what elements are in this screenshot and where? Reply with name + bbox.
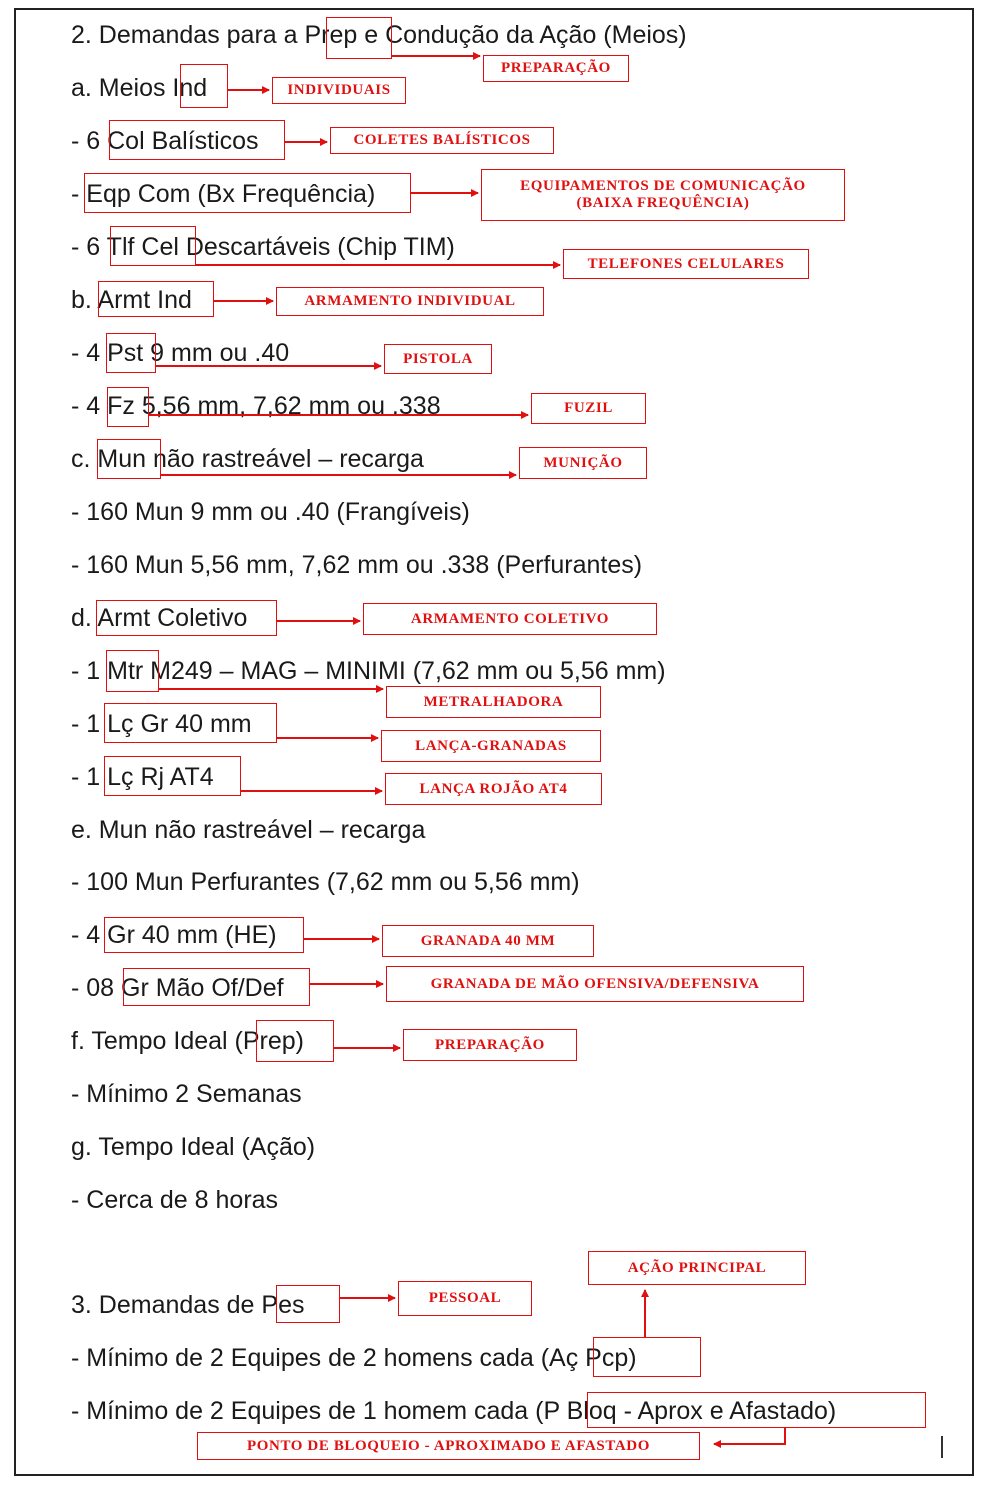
label-lanca-granadas: LANÇA-GRANADAS (381, 730, 601, 762)
text-line: c. Mun não rastreável – recarga (71, 445, 424, 473)
text-line: - 4 Gr 40 mm (HE) (71, 921, 277, 949)
text-line: - 6 Tlf Cel Descartáveis (Chip TIM) (71, 233, 455, 261)
label-lanca-rojao: LANÇA ROJÃO AT4 (385, 773, 602, 805)
highlight-ind (180, 64, 228, 108)
text-line: - 4 Pst 9 mm ou .40 (71, 339, 290, 367)
highlight-ac-pcp (593, 1337, 701, 1377)
highlight-armt-ind (98, 281, 214, 317)
text-line: - 100 Mun Perfurantes (7,62 mm ou 5,56 mm) (71, 868, 580, 896)
text-line: - Mínimo de 2 Equipes de 2 homens cada (Aç Pcp) (71, 1344, 637, 1372)
label-armamento-coletivo: ARMAMENTO COLETIVO (363, 603, 657, 635)
label-armamento-individual: ARMAMENTO INDIVIDUAL (276, 287, 544, 316)
highlight-p-bloq (587, 1392, 926, 1428)
label-preparacao: PREPARAÇÃO (483, 55, 629, 82)
label-telefones: TELEFONES CELULARES (563, 249, 809, 279)
highlight-gr-40 (104, 917, 304, 953)
text-line: - Cerca de 8 horas (71, 1186, 279, 1214)
text-line: - Mínimo 2 Semanas (71, 1080, 302, 1108)
label-municao: MUNIÇÃO (519, 447, 647, 479)
text-line: - Eqp Com (Bx Frequência) (71, 180, 376, 208)
label-granada-mao: GRANADA DE MÃO OFENSIVA/DEFENSIVA (386, 966, 804, 1002)
text-line: a. Meios Ind (71, 74, 208, 102)
highlight-gr-mao (123, 968, 310, 1006)
text-line: 2. Demandas para a Prep e Condução da Ação (Meios) (71, 21, 687, 49)
text-line: - 160 Mun 9 mm ou .40 (Frangíveis) (71, 498, 470, 526)
label-pessoal: PESSOAL (398, 1281, 532, 1316)
highlight-fz (107, 387, 149, 427)
highlight-prep-2 (256, 1020, 334, 1062)
highlight-tlf (110, 226, 196, 266)
label-equipamentos-line1: EQUIPAMENTOS DE COMUNICAÇÃO (520, 178, 806, 194)
label-ponto-bloqueio: PONTO DE BLOQUEIO - APROXIMADO E AFASTADO (197, 1432, 700, 1460)
label-fuzil: FUZIL (531, 393, 646, 424)
text-line: - 08 Gr Mão Of/Def (71, 974, 284, 1002)
text-line: - 1 Lç Rj AT4 (71, 763, 214, 791)
text-line: - 1 Mtr M249 – MAG – MINIMI (7,62 mm ou 5,56 mm) (71, 657, 666, 685)
text-line: g. Tempo Ideal (Ação) (71, 1133, 316, 1161)
label-equipamentos-line2: (BAIXA FREQUÊNCIA) (576, 195, 750, 211)
highlight-armt-col (96, 600, 277, 636)
text-line: - 1 Lç Gr 40 mm (71, 710, 252, 738)
text-line: - Mínimo de 2 Equipes de 1 homem cada (P Bloq - Aprox e Afastado) (71, 1397, 837, 1425)
label-preparacao-2: PREPARAÇÃO (403, 1029, 577, 1061)
text-line: b. Armt Ind (71, 286, 192, 314)
highlight-pes (276, 1285, 340, 1323)
text-line: 3. Demandas de Pes (71, 1291, 305, 1319)
text-line: f. Tempo Ideal (Prep) (71, 1027, 304, 1055)
label-coletes: COLETES BALÍSTICOS (330, 127, 554, 154)
text-line: e. Mun não rastreável – recarga (71, 816, 426, 844)
label-pistola: PISTOLA (384, 344, 492, 374)
text-line: - 4 Fz 5,56 mm, 7,62 mm ou .338 (71, 392, 441, 420)
highlight-mtr (106, 650, 159, 692)
text-line: - 6 Col Balísticos (71, 127, 259, 155)
highlight-col (109, 120, 285, 160)
highlight-eqp (84, 173, 411, 213)
highlight-mun (97, 439, 161, 479)
highlight-pst (106, 333, 156, 373)
label-metralhadora: METRALHADORA (386, 686, 601, 718)
label-granada-40mm: GRANADA 40 MM (382, 925, 594, 957)
text-line: - 160 Mun 5,56 mm, 7,62 mm ou .338 (Perfurantes) (71, 551, 643, 579)
text-cursor (941, 1436, 943, 1458)
label-individuais: INDIVIDUAIS (272, 77, 406, 104)
text-line: d. Armt Coletivo (71, 604, 248, 632)
highlight-prep (326, 17, 392, 59)
label-equipamentos (481, 169, 845, 221)
highlight-lc-rj (104, 756, 241, 796)
label-acao-principal: AÇÃO PRINCIPAL (588, 1251, 806, 1285)
highlight-lc-gr (104, 703, 277, 743)
